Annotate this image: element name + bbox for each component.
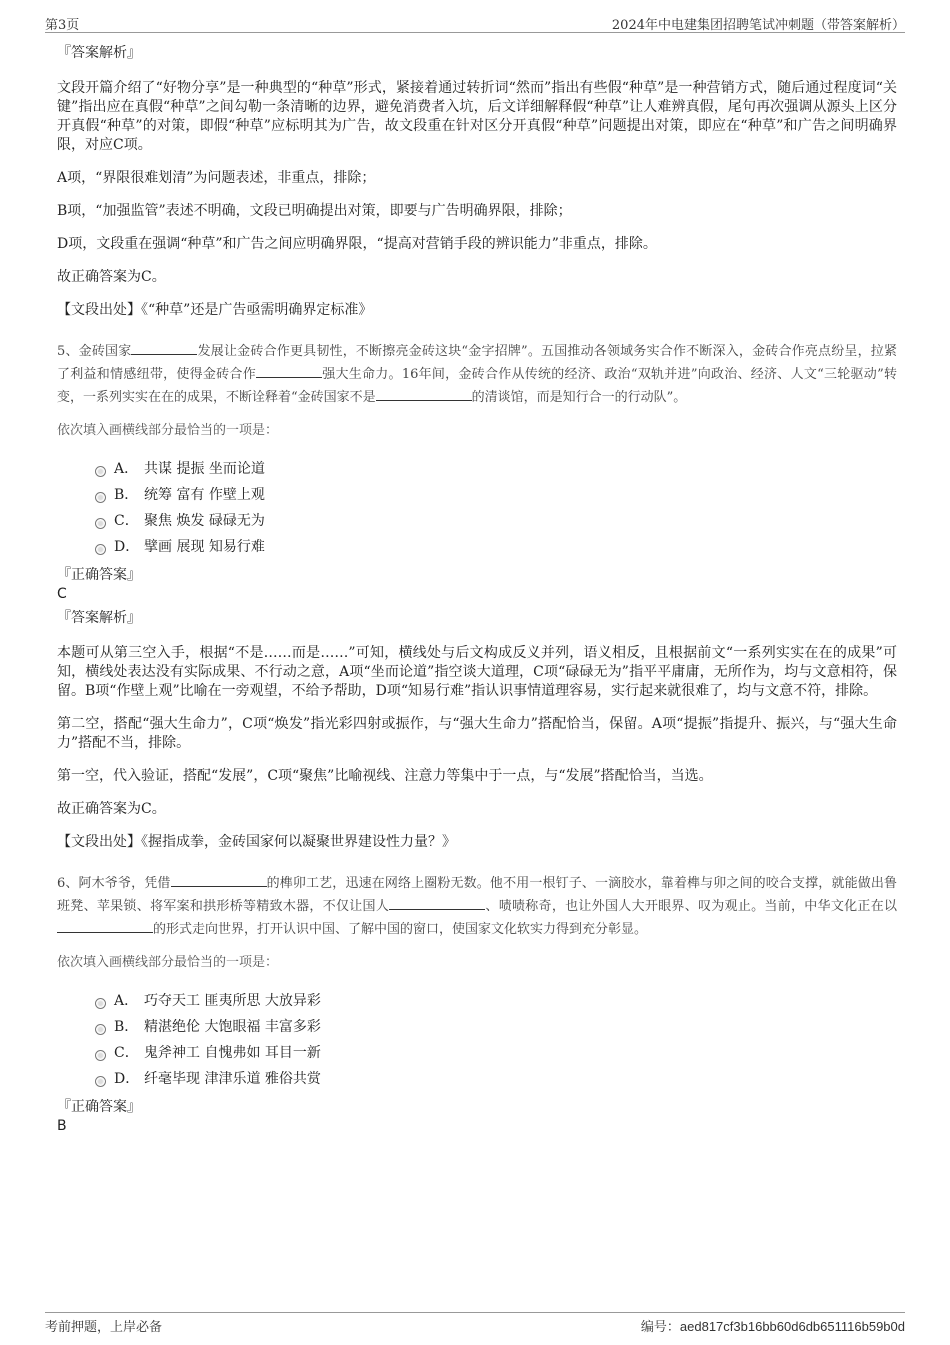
- q5-blank-2: [256, 363, 322, 378]
- q6-correct-answer: B: [57, 1118, 67, 1134]
- radio-icon[interactable]: [95, 518, 106, 529]
- q6-option-a[interactable]: A． 巧夺天工 匪夷所思 大放异彩: [95, 988, 897, 1014]
- q6-option-d[interactable]: D． 纤毫毕现 津津乐道 雅俗共赏: [95, 1066, 897, 1092]
- q5-source: [57, 833, 897, 852]
- q6-stem: 6、阿木爷爷，凭借 的榫卯工艺，迅速在网络上圈粉无数。他不用一根钉子、一滴胶水，靠着榫与卯之间的咬合支撑，就能做出鲁班凳、苹果锁、将军案和拱形桥等精致木器，不仅让国人 、啧啧称奇，也让外国人大开眼界、叹为观止。当前，中华文化正在以的形式走向世界，打开认识中国、了解中国的窗口，使国家文化软实力得到充分彰显。: [57, 872, 897, 941]
- radio-icon[interactable]: [95, 1024, 106, 1035]
- radio-icon[interactable]: [95, 466, 106, 477]
- footer-code-value: aed817cf3b16bb60d6db651116b59b0d: [679, 1319, 905, 1334]
- q5-option-b[interactable]: B． 统筹 富有 作壁上观: [95, 482, 897, 508]
- q4-analysis-label: 『答案解析』: [57, 45, 141, 61]
- q4-source-text: 《“种草”还是广告亟需明确界定标准》: [141, 302, 373, 318]
- page-content: [57, 44, 897, 1141]
- q5-source-text: 《握指成拳，金砖国家何以凝聚世界建设性力量？》: [141, 834, 456, 850]
- q5-option-a[interactable]: A． 共谋 提振 坐而论道: [95, 456, 897, 482]
- q5-options: [95, 456, 897, 560]
- q4-analysis-para: B项，“加强监管”表述不明确，文段已明确提出对策，即要与广告明确界限，排除；: [57, 203, 572, 219]
- q6-option-b[interactable]: B． 精湛绝伦 大饱眼福 丰富多彩: [95, 1014, 897, 1040]
- q4-analysis-para: 文段开篇介绍了“好物分享”是一种典型的“种草”形式，紧接着通过转折词“然而”指出有些假“种草”是一种营销方式，随后通过程度词“关键”指出应在真假“种草”之间勾勒一条清晰的边界，避免消费者入坑，后文详细解释假“种草”让人难辨真假，尾句再次强调从源头上区分开真假“种草”的对策，即假“种草”应标明其为广告，故文段重在针对区分开真假“种草”问题提出对策，即应在“种草”和广告之间明确界限，对应C项。: [57, 80, 897, 153]
- footer-code: [641, 1316, 905, 1335]
- radio-icon[interactable]: [95, 998, 106, 1009]
- q4-analysis-para: D项，文段重在强调“种草”和广告之间应明确界限，“提高对营销手段的辨识能力”非重点，排除。: [57, 236, 657, 252]
- page-footer: [45, 1312, 905, 1335]
- q4-analysis-para: A项，“界限很难划清”为问题表述，非重点，排除；: [57, 170, 376, 186]
- radio-icon[interactable]: [95, 544, 106, 555]
- q5-blank-1: [131, 340, 197, 355]
- q4-analysis-para: 故正确答案为C。: [57, 269, 166, 285]
- q5-blank-3: [376, 386, 472, 401]
- q6-option-c[interactable]: C． 鬼斧神工 自愧弗如 耳目一新: [95, 1040, 897, 1066]
- radio-icon[interactable]: [95, 1050, 106, 1061]
- q6-options: [95, 988, 897, 1092]
- q5-analysis-para: 第二空，搭配“强大生命力”，C项“焕发”指光彩四射或振作，与“强大生命力”搭配恰当，保留。A项“提振”指提升、振兴，与“强大生命力”搭配不当，排除。: [57, 716, 897, 751]
- q5-analysis-label: 『答案解析』: [57, 610, 141, 626]
- page-header: [45, 14, 905, 33]
- footer-code-label: 编号：: [640, 1320, 680, 1335]
- radio-icon[interactable]: [95, 1076, 106, 1087]
- q5-correct-label: 『正确答案』: [57, 567, 141, 583]
- q5-correct-answer: C: [57, 586, 67, 602]
- footer-slogan: 考前押题，上岸必备: [45, 1320, 163, 1335]
- q4-source: [57, 301, 897, 320]
- q5-analysis-para: 第一空，代入验证，搭配“发展”，C项“聚焦”比喻视线、注意力等集中于一点，与“发展”搭配恰当，当选。: [57, 768, 713, 784]
- document-title: 2024年中电建集团招聘笔试冲刺题（带答案解析）: [611, 18, 905, 33]
- q5-option-c[interactable]: C． 聚焦 焕发 碌碌无为: [95, 508, 897, 534]
- q5-analysis-para: 故正确答案为C。: [57, 801, 166, 817]
- q5-option-d[interactable]: D． 擘画 展现 知易行难: [95, 534, 897, 560]
- q6-blank-3: [57, 918, 153, 933]
- q6-blank-2: [389, 895, 485, 910]
- q6-blank-1: [171, 872, 267, 887]
- q5-ask: 依次填入画横线部分最恰当的一项是：: [57, 423, 279, 438]
- q4-source-label: 【文段出处】: [57, 302, 141, 318]
- q5-stem: 5、金砖国家 发展让金砖合作更具韧性，不断擦亮金砖这块“金字招牌”。五国推动各领域务实合作不断深入，金砖合作亮点纷呈，拉紧了利益和情感纽带，使得金砖合作 强大生命力。16年间，金砖合作从传统的经济、政治“双轨并进”向政治、经济、人文“三轮驱动”转变，一系列实实在在的成果，不断诠释着“金砖国家不是 的清谈馆，而是知行合一的行动队”。: [57, 340, 897, 409]
- page-number: 第3页: [45, 18, 80, 33]
- q6-ask: 依次填入画横线部分最恰当的一项是：: [57, 955, 279, 970]
- q5-analysis-para: 本题可从第三空入手，根据“不是……而是……”可知，横线处与后文构成反义并列，语义相反，且根据前文“一系列实实在在的成果”可知，横线处表达没有实际成果、不行动之意，A项“坐而论道”指空谈大道理，C项“碌碌无为”指平平庸庸，无所作为，均与文意相符，保留。B项“作壁上观”比喻在一旁观望，不给予帮助，D项“知易行难”指认识事情道理容易，实行起来就很难了，均与文意不符，排除。: [57, 645, 897, 699]
- radio-icon[interactable]: [95, 492, 106, 503]
- q5-source-label: 【文段出处】: [57, 834, 141, 850]
- q6-correct-label: 『正确答案』: [57, 1099, 141, 1115]
